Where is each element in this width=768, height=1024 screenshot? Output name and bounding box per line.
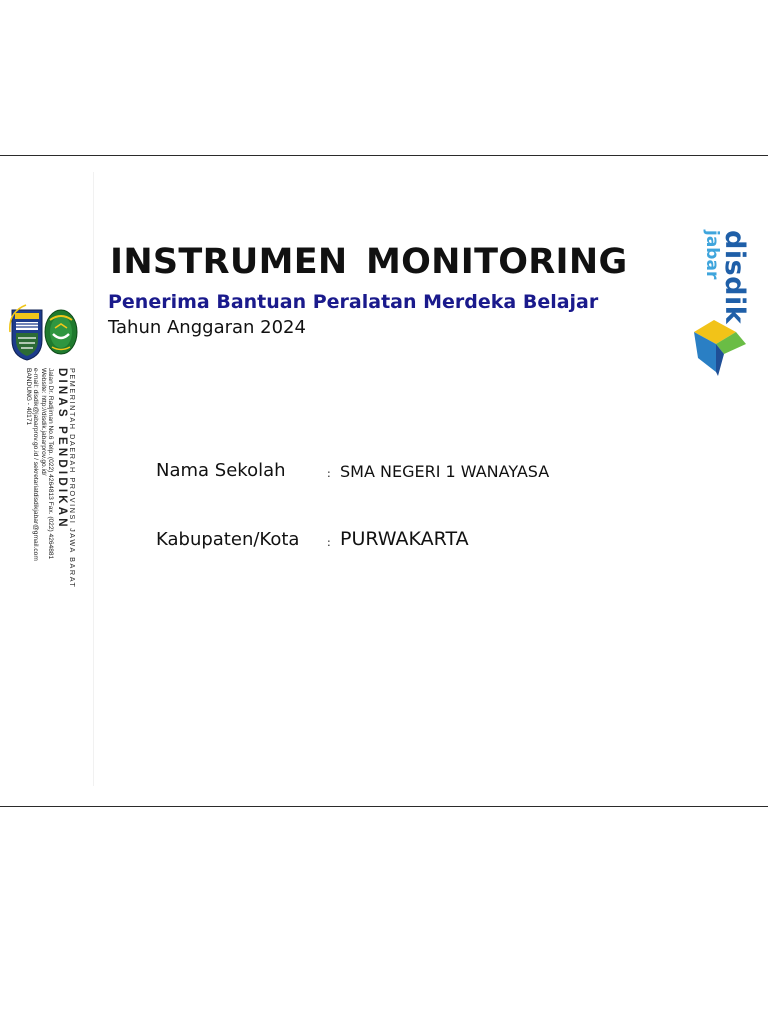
regency-value: PURWAKARTA <box>340 528 469 550</box>
top-divider-line <box>0 155 768 156</box>
budget-year: Tahun Anggaran 2024 <box>108 317 306 338</box>
regency-separator: : <box>327 536 331 549</box>
west-java-emblem-icon <box>8 302 78 362</box>
letterhead-government: PEMERINTAH DAERAH PROVINSI JAWA BARAT <box>68 368 77 589</box>
document-title: INSTRUMEN MONITORING <box>110 242 628 282</box>
document-subtitle: Penerima Bantuan Peralatan Merdeka Belajar <box>108 291 599 313</box>
letterhead-strip <box>0 172 93 786</box>
regency-label: Kabupaten/Kota <box>156 529 300 550</box>
letterhead-email: e-mail: disdik@jabarprov.go.id / sekretariatdisdikjabar@gmail.com <box>32 368 40 561</box>
disdik-jabar-logo <box>664 230 754 380</box>
school-name-separator: : <box>327 467 331 480</box>
disdik-cube-icon <box>684 316 748 380</box>
disdik-brand-text: disdik <box>719 230 750 325</box>
disdik-region-text: jabar <box>702 230 722 280</box>
letterhead-website: Website: http://disdik.jabarprov.go.id/ <box>39 368 47 476</box>
disdik-wordmark <box>702 230 750 325</box>
letterhead-text-block <box>16 368 80 624</box>
bottom-divider-line <box>0 806 768 807</box>
letterhead-department: DINAS PENDIDIKAN <box>55 368 68 530</box>
school-name-label: Nama Sekolah <box>156 460 286 481</box>
school-name-value: SMA NEGERI 1 WANAYASA <box>340 462 550 481</box>
letterhead-address: Jalan Dr. Radjiman No.6 Telp. (022) 4264813 Fax. (022) 4264881 <box>47 368 55 560</box>
letterhead-city: BANDUNG - 40171 <box>24 368 32 426</box>
